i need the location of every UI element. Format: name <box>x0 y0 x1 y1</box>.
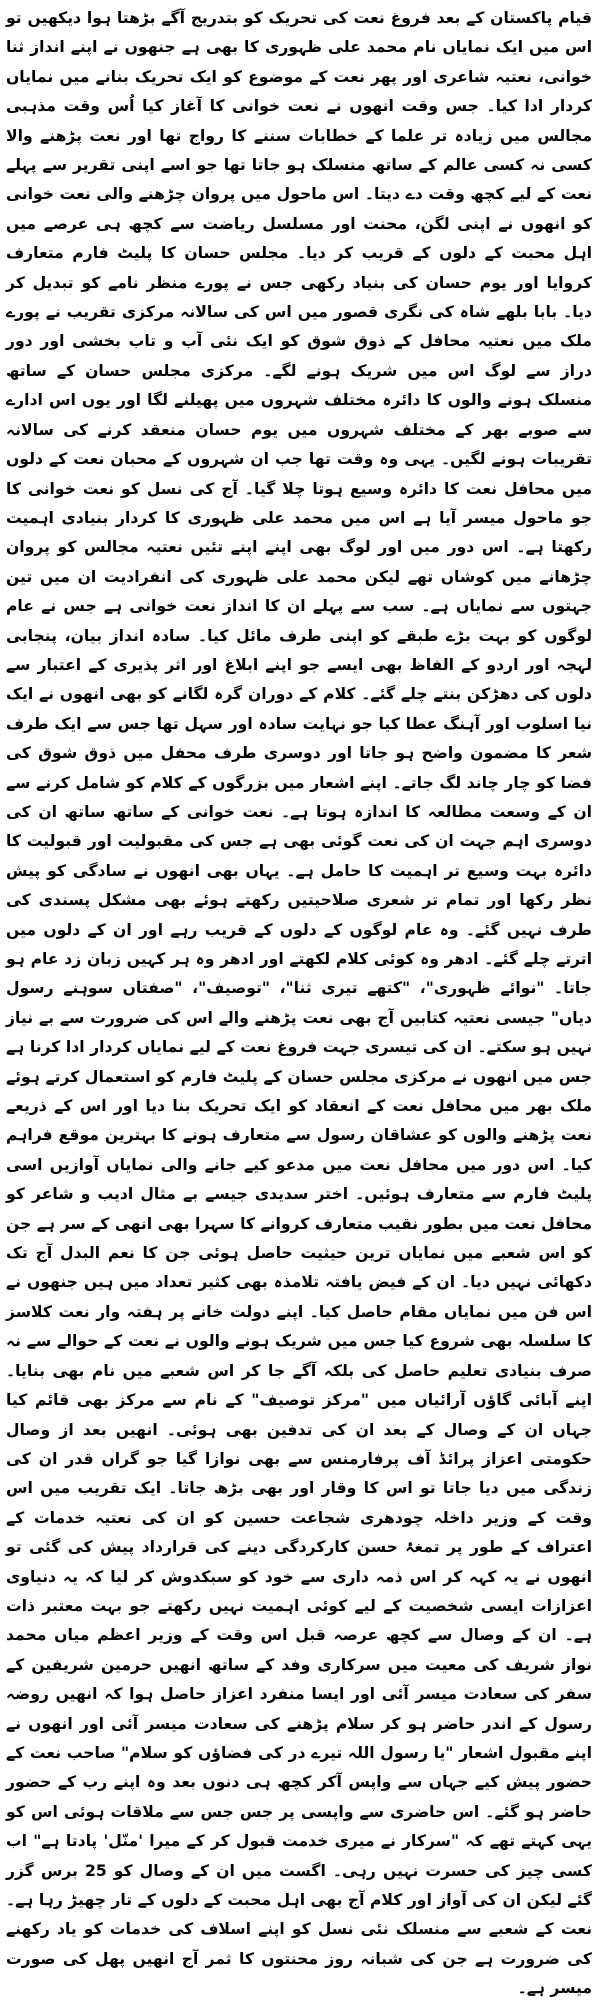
article-body-text: قیام پاکستان کے بعد فروغ نعت کی تحریک کو بتدریج آگے بڑھتا ہوا دیکھیں تو اس میں ایک نمایاں نام محمد علی ظہوری کا بھی ہے جنھوں نے اپنے انداز ثنا خوانی، نعتیہ شاعری اور پھر نعت کے موضوع کو ایک تحریک بنانے میں نمایاں کردار ادا کیا۔ جس وقت انھوں نے نعت خوانی کا آغاز کیا اُس وقت مذہبی مجالس میں زیادہ تر علما کے خطابات سننے کا رواج تھا اور نعت پڑھنے والا کسی نہ کسی عالم کے ساتھ منسلک ہو جاتا تھا جو اسے اپنی تقریر سے پہلے نعت کے لیے کچھ وقت دے دیتا۔ اس ماحول میں پروان چڑھنے والی نعت خوانی کو انھوں نے اپنی لگن، محنت اور مسلسل ریاضت سے کچھ ہی عرصے میں اہل محبت کے دلوں کے قریب کر دیا۔ مجلس حسان کا پلیٹ فارم متعارف کروایا اور یوم حسان کی بنیاد رکھی جس نے پورے منظر نامے کو تبدیل کر دیا۔ بابا بلھے شاہ کی نگری قصور میں اس کی سالانہ مرکزی تقریب نے پورے ملک میں نعتیہ محافل کے ذوق شوق کو ایک نئی آب و تاب بخشی اور دور دراز سے لوگ اس میں شریک ہونے لگے۔ مرکزی مجلس حسان کے ساتھ منسلک ہونے والوں کا دائرہ مختلف شہروں میں پھیلنے لگا اور یوں اس ادارے سے صوبے بھر کے مختلف شہروں میں یوم حسان منعقد کرنے کی سالانہ تقریبات ہونے لگیں۔ یہی وہ وقت تھا جب ان شہروں کے محبان نعت کے دلوں میں محافل نعت کا دائرہ وسیع ہوتا چلا گیا۔ آج کی نسل کو نعت خوانی کا جو ماحول میسر آیا ہے اس میں محمد علی ظہوری کا کردار بنیادی اہمیت رکھتا ہے۔ اس دور میں اور لوگ بھی اپنے اپنے تئیں نعتیہ مجالس کو پروان چڑھانے میں کوشاں تھے لیکن محمد علی ظہوری کی انفرادیت ان میں تین جہتوں سے نمایاں ہے۔ سب سے پہلے ان کا انداز نعت خوانی ہے جس نے عام لوگوں کو بہت بڑے طبقے کو اپنی طرف مائل کیا۔ سادہ انداز بیان، پنجابی لہجہ اور اردو کے الفاظ بھی ایسے جو اپنے ابلاغ اور اثر پذیری کے اعتبار سے دلوں کی دھڑکن بنتے چلے گئے۔ کلام کے دوران گرہ لگانے کو بھی انھوں نے ایک نیا اسلوب اور آہنگ عطا کیا جو نہایت سادہ اور سہل تھا جس سے ایک طرف شعر کا مضمون واضح ہو جاتا اور دوسری طرف محفل میں ذوق شوق کی فضا کو چار چاند لگ جاتے۔ اپنے اشعار میں بزرگوں کے کلام کو شامل کرنے سے ان کے وسعت مطالعہ کا اندازہ ہوتا ہے۔ نعت خوانی کے ساتھ ساتھ ان کی دوسری اہم جہت ان کی نعت گوئی بھی ہے جس کی مقبولیت اور قبولیت کا دائرہ بہت وسیع تر اہمیت کا حامل ہے۔ یہاں بھی انھوں نے سادگی کو پیش نظر رکھا اور تمام تر شعری صلاحیتیں رکھتے ہوئے بھی مشکل پسندی کی طرف نہیں گئے۔ وہ عام لوگوں کے دلوں کے قریب رہے اور ان کے دلوں میں اترتے چلے گئے۔ ادھر وہ کوئی کلام لکھتے اور ادھر وہ ہر کہیں زبان زد عام ہو جاتا۔ "نوائے ظہوری"، "کتھے تیری ثنا"، "توصیف"، "صفتاں سوہنے رسول دیاں" جیسی نعتیہ کتابیں آج بھی نعت پڑھنے والے اس کی ضرورت سے بے نیاز نہیں ہو سکتے۔ ان کی تیسری جہت فروغ نعت کے لیے نمایاں کردار ادا کرنا ہے جس میں انھوں نے مرکزی مجلس حسان کے پلیٹ فارم کو استعمال کرتے ہوئے ملک بھر میں محافل نعت کے انعقاد کو ایک تحریک بنا دیا اور اس کے ذریعے نعت پڑھنے والوں کو عشاقان رسول سے متعارف ہونے کا بہترین موقع فراہم کیا۔ اس دور میں محافل نعت میں مدعو کیے جانے والی نمایاں آوازیں اسی پلیٹ فارم سے متعارف ہوئیں۔ اختر سدیدی جیسے بے مثال ادیب و شاعر کو محافل نعت میں بطور نقیب متعارف کروانے کا سہرا بھی انھی کے سر ہے جن کو اس شعبے میں نمایاں ترین حیثیت حاصل ہوئی جن کا نعم البدل آج تک دکھائی نہیں دیا۔ ان کے فیض یافتہ تلامذہ بھی کثیر تعداد میں ہیں جنھوں نے اس فن میں نمایاں مقام حاصل کیا۔ اپنے دولت خانے پر ہفتہ وار نعت کلاسز کا سلسلہ بھی شروع کیا جس میں شریک ہونے والوں نے نعت کے حوالے سے نہ صرف بنیادی تعلیم حاصل کی بلکہ آگے جا کر اس شعبے میں نام بھی بنایا۔ اپنے آبائی گاؤں آرائیاں میں "مرکز توصیف" کے نام سے مرکز بھی قائم کیا جہاں ان کے وصال کے بعد ان کی تدفین بھی ہوئی۔ انھیں بعد از وصال حکومتی اعزاز پرائڈ آف پرفارمنس سے بھی نوازا گیا جو گراں قدر ان کی زندگی میں دیا جاتا تو اس کا وقار اور بھی بڑھ جاتا۔ ایک تقریب میں اس وقت کے وزیر داخلہ چودھری شجاعت حسین کو ان کی نعتیہ خدمات کے اعتراف کے طور پر تمغۂ حسن کارکردگی دینے کی قرارداد پیش کی گئی تو انھوں نے یہ کہہ کر اس ذمہ داری سے خود کو سبکدوش کر لیا کہ یہ دنیاوی اعزازات ایسی شخصیت کے لیے کوئی اہمیت نہیں رکھتے جو بہت معتبر ذات ہے۔ ان کے وصال سے کچھ عرصہ قبل اس وقت کے وزیر اعظم میاں محمد نواز شریف کی معیت میں سرکاری وفد کے ساتھ انھیں حرمین شریفین کے سفر کی سعادت میسر آئی اور ایسا منفرد اعزاز حاصل ہوا کہ انھیں روضہ رسول کے اندر حاضر ہو کر سلام پڑھنے کی سعادت میسر آئی اور انھوں نے اپنے مقبول اشعار "یا رسول اللہ تیرے در کی فضاؤں کو سلام" صاحب نعت کے حضور پیش کیے جہاں سے واپس آکر کچھ ہی دنوں بعد وہ اپنے رب کے حضور حاضر ہو گئے۔ اس حاضری سے واپسی پر جس جس سے ملاقات ہوئی اس کو یہی کہتے تھے کہ "سرکار نے میری خدمت قبول کر کے میرا 'منّل' پادتا ہے" اب کسی چیز کی حسرت نہیں رہی۔ اگست میں ان کے وصال کو 25 برس گزر گئے لیکن ان کی آواز اور کلام آج بھی اہل محبت کے دلوں کے تار چھیڑ رہا ہے۔ نعت کے شعبے سے منسلک نئی نسل کو اپنے اسلاف کی خدمات کو یاد رکھنے کی ضرورت ہے جن کی شبانہ روز محنتوں کا ثمر آج انھیں پھل کی صورت میسر ہے۔ <box>6 9 592 1998</box>
